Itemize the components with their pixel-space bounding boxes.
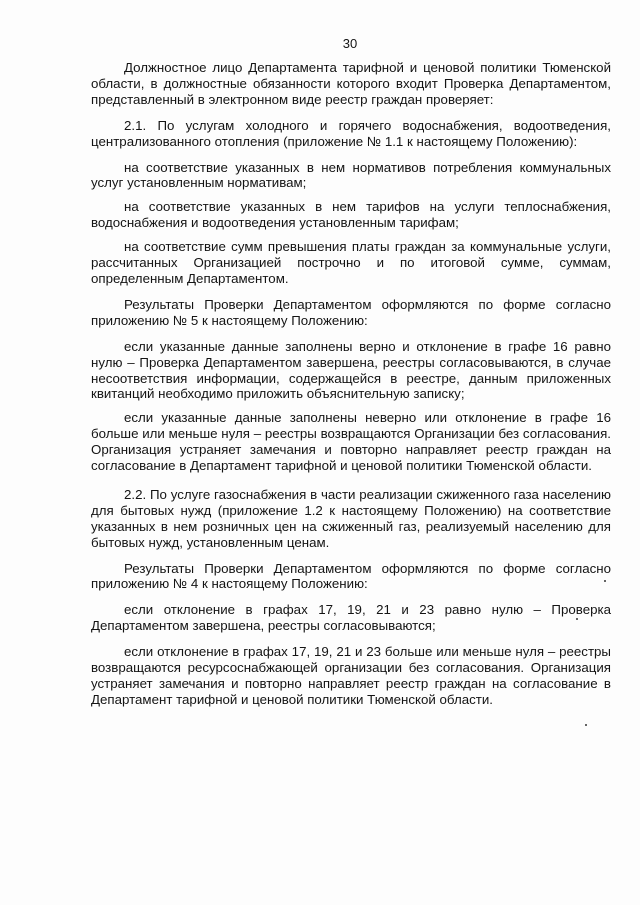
paragraph-section-2-2: 2.2. По услуге газоснабжения в части реализации сжиженного газа населению для бытовых нужд (приложение 1.2 к настоящему Положению) на соответствие указанных в нем розничных цен на сжиженный газ, реализуемый населению для бытовых нужд, установленным ценам. — [91, 486, 611, 550]
scan-speck — [576, 618, 578, 620]
paragraph-case-zero: если отклонение в графах 17, 19, 21 и 23 равно нулю – Проверка Департаментом завершена, реестры согласовываются; — [91, 602, 611, 634]
paragraph-check-norms: на соответствие указанных в нем нормативов потребления коммунальных услуг установленным нормативам; — [91, 159, 611, 191]
paragraph-case-correct: если указанные данные заполнены верно и отклонение в графе 16 равно нулю – Проверка Департаментом завершена, реестры согласовываются, в случае несоответствия информации, содержащейся в реестре, данным приложенных квитанций необходимо приложить объяснительную записку; — [91, 338, 611, 402]
page-number: 30 — [342, 36, 358, 51]
paragraph-results-form-4: Результаты Проверки Департаментом оформляются по форме согласно приложению № 4 к настоящему Положению: — [91, 560, 611, 592]
paragraph-check-sums: на соответствие сумм превышения платы граждан за коммунальные услуги, рассчитанных Организацией построчно и по итоговой сумме, суммам, определенным Департаментом. — [91, 239, 611, 286]
scan-speck — [604, 580, 606, 582]
scan-speck — [585, 724, 587, 726]
paragraph-check-tariffs: на соответствие указанных в нем тарифов на услуги теплоснабжения, водоснабжения и водоотведения установленным тарифам; — [91, 199, 611, 231]
paragraph-section-2-1: 2.1. По услугам холодного и горячего водоснабжения, водоотведения, централизованного отопления (приложение № 1.1 к настоящему Положению): — [91, 117, 611, 149]
paragraph-case-incorrect: если указанные данные заполнены неверно или отклонение в графе 16 больше или меньше нуля – реестры возвращаются Организации без согласования. Организация устраняет замечания и повторно направляет реестр граждан на согласование в Департамент тарифной и ценовой политики Тюменской области. — [91, 410, 611, 474]
document-body — [91, 60, 611, 716]
paragraph-case-nonzero: если отклонение в графах 17, 19, 21 и 23 больше или меньше нуля – реестры возвращаются ресурсоснабжающей организации без согласования. Организация устраняет замечания и повторно направляет реестр граждан на согласование в Департамент тарифной и ценовой политики Тюменской области. — [91, 644, 611, 707]
paragraph-intro: Должностное лицо Департамента тарифной и ценовой политики Тюменской области, в должностные обязанности которого входит Проверка Департаментом, представленный в электронном виде реестр граждан проверяет: — [91, 60, 611, 107]
paragraph-results-form-5: Результаты Проверки Департаментом оформляются по форме согласно приложению № 5 к настоящему Положению: — [91, 296, 611, 328]
